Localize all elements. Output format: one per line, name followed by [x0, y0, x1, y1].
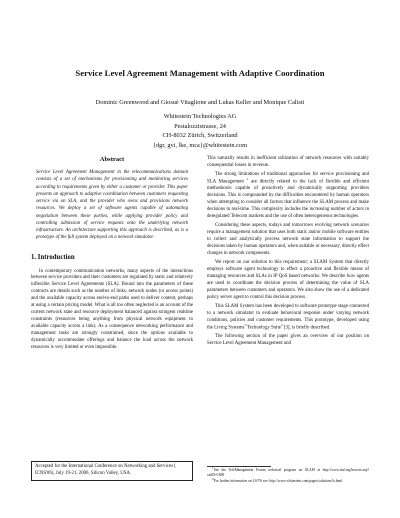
footnote-1-text: See the TeleManagement Forum technical program on SLAM at http://www.tmf.org/browse.asp?catID=1690 — [207, 468, 369, 478]
footnote-marker-1: 1 — [246, 176, 249, 181]
affiliation-city: CH-8032 Zürich, Switzerland — [162, 132, 238, 140]
left-column — [31, 156, 193, 352]
acceptance-note-box: Accepted for the International Conference on Networking and Services ( ICNS'06), July 19-21, 2006, Silicon Valley, USA. — [31, 461, 193, 481]
paper-authors: Dominic Greenwood and Giosuè Vitaglione and Lukas Keller and Monique Calisti — [95, 99, 305, 106]
right-paragraph-1: This naturally results in inefficient utilization of network resources with suitably consequential losses in revenue. — [207, 156, 369, 168]
right-paragraph-5-mid: Technology Suite — [246, 325, 281, 331]
footnote-2-marker: 2 — [212, 476, 214, 481]
footnote-2-text: For further information on LS/TS see: http://www.whitestein.com/pages/solutions/ls.html — [213, 478, 343, 483]
section-heading-introduction: 1. Introduction — [31, 253, 75, 261]
intro-paragraph: In contemporary communication networks, many aspects of the interactions between service providers and their customers are regulated by static and relatively inflexible Service Level Agreements (SLA). Bound into the parameters of these contracts are details such as the number of links, network nodes (or access points) and the available capacity across end-to-end paths used to deliver content, perhaps at using a certain pricing model. What is all too often neglected is an account of the current network state and resource deployment balanced against stringent realtime constraints (resources being anything from physical network equipment to available capacity across a link). As a consequence networking performance and management tasks are strongly constrained, since the options available to dynamically accommodate offerings and balance the load across the network resources is very limited or even impossible. — [31, 268, 193, 350]
right-paragraph-3: Considering these aspects, todays and tomorrows evolving network scenarios require a management solution that uses both static and/or mobile software entities to collect and analytically process network state information to support the decisions taken by human operators and, when suitable or necessary, directly effect changes in network components. — [207, 223, 369, 256]
abstract-text: Service Level Agreement Management in the telecommunications domain consists of a set of mechanisms for provisioning and monitoring services according to requirements given by either a customer or provider. This paper presents an approach to adaptive coordination between customers requesting service via an SLA, and the provider who owns and provisions network resources. We deploy a set of software agents capable of automating negotiation between these parties, while applying provider policy and controlling admission of service requests onto the underlying network infrastructure. An architecture supporting this approach is described, as is a prototype of the full system deployed on a network simulator. — [36, 170, 188, 241]
affiliation-street: Pestalozzistrasse, 24 — [174, 122, 226, 130]
footnote-1 — [207, 468, 369, 479]
footnote-2 — [207, 476, 369, 484]
right-paragraph-4: We report on our solution to this requirement; a SLAM System that directly employs software agent technology to effect a proactive and flexible means of managing resources and SLAs in IP QoS based networks. We describe how agents are used to coordinate the decision process of determining the value of SLA parameters between customers and operators. We also show the use of a dedicated policy server agent to control this decision process. — [207, 259, 369, 300]
right-paragraph-2-start: The strong limitations of traditional approaches for service provisioning and SLA Management — [207, 171, 369, 185]
paper-title: Service Level Agreement Management with Adaptive Coordination — [75, 68, 325, 78]
right-paragraph-2 — [207, 172, 369, 221]
right-column — [207, 156, 369, 348]
right-paragraph-5-start: This SLAM System has been developed to software prototype stage connected to a network simulator to evaluate behavioral response under varying network conditions, policies and customer requirements. This prototype, developed using the Living Systems — [207, 303, 369, 331]
registered-mark: ® — [244, 322, 247, 327]
affiliation-block — [0, 112, 400, 150]
affiliation-org: Whitestein Technologies AG — [163, 113, 237, 120]
right-paragraph-6: The following section of the paper gives an overview of our position on Service Level Agreement Management and — [207, 334, 369, 347]
right-paragraph-2-rest: are directly related to the lack of flexible and efficient methodsools capable of proactively and dynamically supporting providers decisions. This is compounded by the difficulties encountered by human operators when attempting to consider all factors that influence the SLAM process and make decisions in real-time. This complexity includes the increasing number of actors in deregulated Telecom markets and the use of often heterogeneous technologies. — [207, 179, 369, 220]
footnotes — [207, 468, 369, 484]
footnote-1-marker: 1 — [212, 466, 214, 470]
abstract-heading: Abstract — [99, 156, 125, 163]
footnote-divider — [207, 466, 271, 467]
affiliation-email: {dgr, gvi, lke, mca}@whitestein.com — [153, 141, 247, 149]
right-paragraph-5 — [207, 304, 369, 332]
right-paragraph-5-end: [3], is briefly described. — [283, 325, 331, 331]
footnote-marker-2: 2 — [280, 322, 283, 327]
